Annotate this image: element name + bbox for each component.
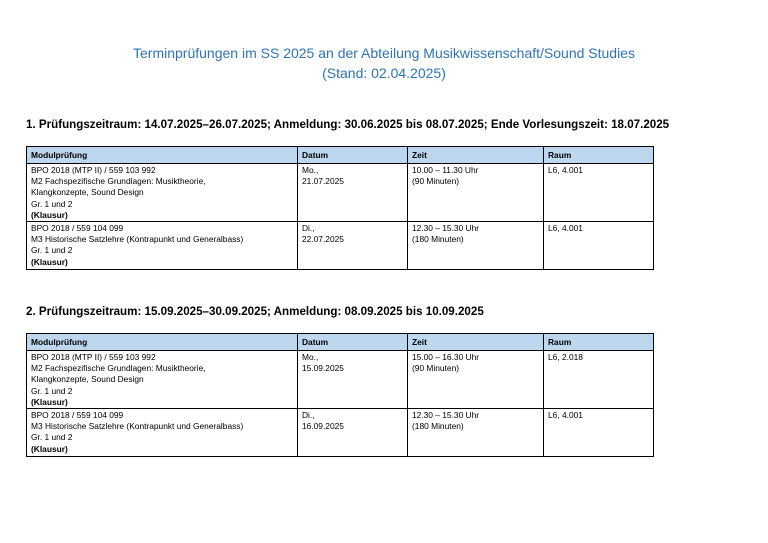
modul-line: BPO 2018 / 559 104 099 bbox=[31, 410, 124, 421]
cell-modul bbox=[27, 351, 298, 409]
modul-type: (Klausur) bbox=[31, 443, 68, 454]
modul-line: BPO 2018 (MTP II) / 559 103 992 bbox=[31, 352, 156, 362]
cell-zeit bbox=[408, 164, 544, 222]
datum-date: 22.07.2025 bbox=[302, 234, 344, 245]
cell-raum: L6, 4.001 bbox=[544, 222, 654, 270]
modul-line: Klangkonzepte, Sound Design bbox=[31, 374, 144, 385]
modul-line: Gr. 1 und 2 bbox=[31, 198, 73, 209]
modul-line: M3 Historische Satzlehre (Kontrapunkt und Generalbass) bbox=[31, 234, 244, 245]
zeit-duration: (90 Minuten) bbox=[412, 176, 460, 187]
cell-raum: L6, 4.001 bbox=[544, 409, 654, 457]
cell-datum bbox=[298, 222, 408, 270]
document-status-date: (Stand: 02.04.2025) bbox=[322, 65, 446, 81]
cell-datum bbox=[298, 409, 408, 457]
zeit-duration: (180 Minuten) bbox=[412, 234, 464, 245]
cell-modul bbox=[27, 164, 298, 222]
table-header-row bbox=[27, 147, 654, 164]
cell-modul bbox=[27, 409, 298, 457]
modul-type: (Klausur) bbox=[31, 209, 68, 220]
modul-line: BPO 2018 / 559 104 099 bbox=[31, 223, 124, 234]
column-header-raum: Raum bbox=[544, 147, 654, 164]
cell-datum bbox=[298, 164, 408, 222]
exam-table-2 bbox=[26, 333, 654, 457]
cell-zeit bbox=[408, 222, 544, 270]
modul-line: Gr. 1 und 2 bbox=[31, 432, 73, 443]
cell-raum: L6, 2.018 bbox=[544, 351, 654, 409]
cell-zeit bbox=[408, 409, 544, 457]
zeit-range: 15.00 – 16.30 Uhr bbox=[412, 352, 480, 362]
zeit-range: 12.30 – 15.30 Uhr bbox=[412, 410, 480, 421]
column-header-zeit: Zeit bbox=[408, 147, 544, 164]
column-header-modul: Modulprüfung bbox=[27, 147, 298, 164]
modul-line: Klangkonzepte, Sound Design bbox=[31, 187, 144, 198]
cell-zeit bbox=[408, 351, 544, 409]
cell-modul bbox=[27, 222, 298, 270]
modul-line: M3 Historische Satzlehre (Kontrapunkt und Generalbass) bbox=[31, 421, 244, 432]
table-header-row bbox=[27, 334, 654, 351]
column-header-raum: Raum bbox=[544, 334, 654, 351]
modul-line: M2 Fachspezifische Grundlagen: Musiktheorie, bbox=[31, 176, 206, 187]
cell-datum bbox=[298, 351, 408, 409]
modul-line: M2 Fachspezifische Grundlagen: Musiktheorie, bbox=[31, 363, 206, 374]
table-row bbox=[27, 409, 654, 457]
modul-line: BPO 2018 (MTP II) / 559 103 992 bbox=[31, 165, 156, 175]
column-header-datum: Datum bbox=[298, 147, 408, 164]
modul-type: (Klausur) bbox=[31, 396, 68, 407]
zeit-range: 10.00 – 11.30 Uhr bbox=[412, 165, 479, 175]
datum-weekday: Mo., bbox=[302, 352, 319, 362]
zeit-range: 12.30 – 15.30 Uhr bbox=[412, 223, 480, 234]
datum-weekday: Di., bbox=[302, 223, 315, 234]
zeit-duration: (180 Minuten) bbox=[412, 421, 464, 432]
zeit-duration: (90 Minuten) bbox=[412, 363, 460, 374]
datum-weekday: Mo., bbox=[302, 165, 319, 175]
datum-weekday: Di., bbox=[302, 410, 315, 421]
cell-raum: L6, 4.001 bbox=[544, 164, 654, 222]
section-2-heading: 2. Prüfungszeitraum: 15.09.2025–30.09.2025; Anmeldung: 08.09.2025 bis 10.09.2025 bbox=[26, 305, 484, 318]
exam-table-1 bbox=[26, 146, 654, 270]
modul-line: Gr. 1 und 2 bbox=[31, 245, 73, 256]
modul-type: (Klausur) bbox=[31, 256, 68, 267]
column-header-zeit: Zeit bbox=[408, 334, 544, 351]
table-row bbox=[27, 164, 654, 222]
table-row bbox=[27, 351, 654, 409]
datum-date: 15.09.2025 bbox=[302, 363, 344, 374]
datum-date: 21.07.2025 bbox=[302, 176, 344, 187]
datum-date: 16.09.2025 bbox=[302, 421, 344, 432]
column-header-datum: Datum bbox=[298, 334, 408, 351]
column-header-modul: Modulprüfung bbox=[27, 334, 298, 351]
table-row bbox=[27, 222, 654, 270]
section-1-heading: 1. Prüfungszeitraum: 14.07.2025–26.07.2025; Anmeldung: 30.06.2025 bis 08.07.2025; Ende Vorlesungszeit: 18.07.2025 bbox=[26, 118, 670, 131]
document-title: Terminprüfungen im SS 2025 an der Abteilung Musikwissenschaft/Sound Studies bbox=[133, 45, 635, 61]
modul-line: Gr. 1 und 2 bbox=[31, 385, 73, 396]
